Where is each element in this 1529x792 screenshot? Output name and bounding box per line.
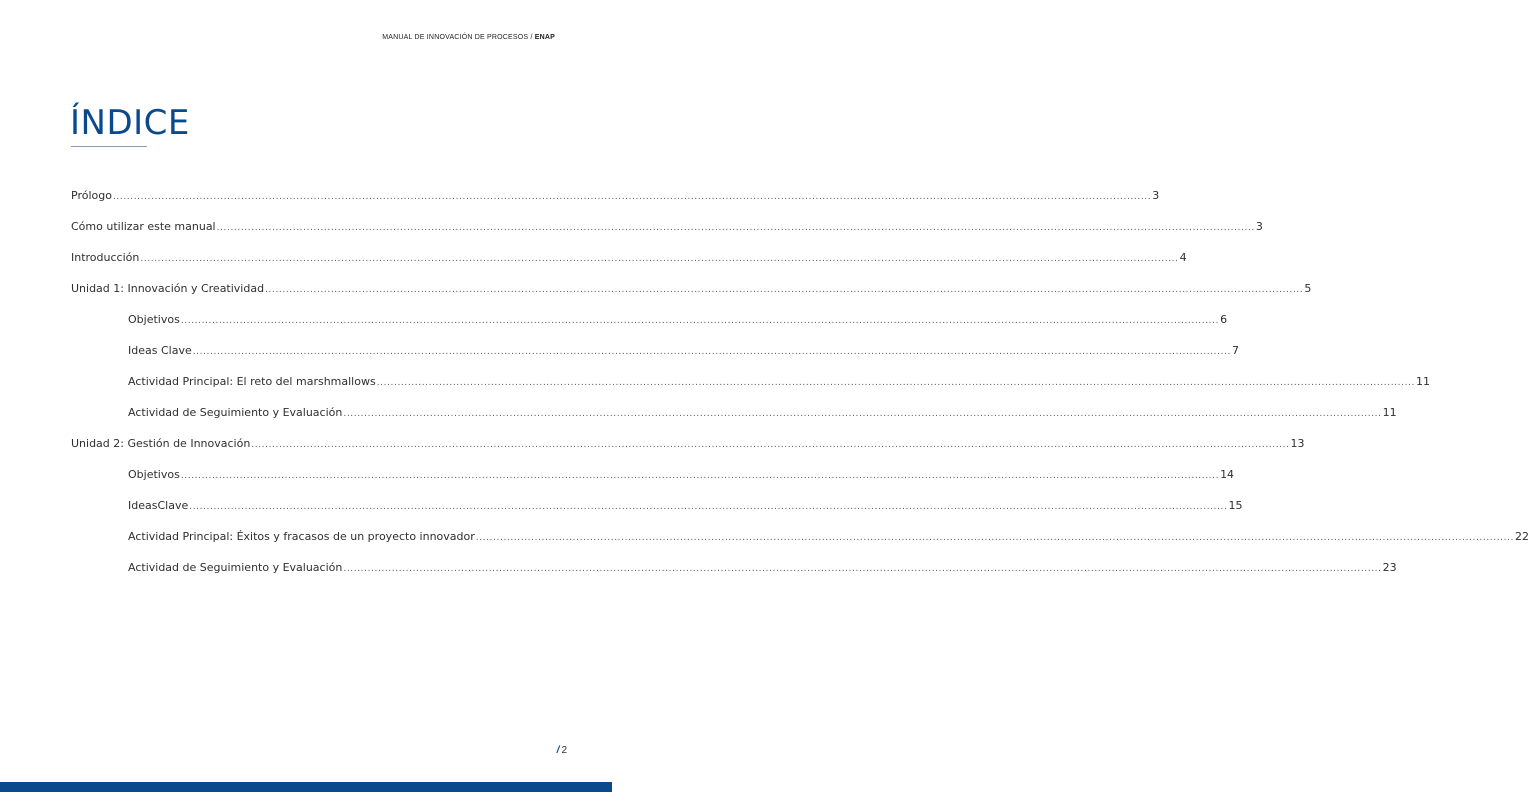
- toc-dot-leader: ............................................................................................................................................................................................................................................................................................................: [376, 378, 1415, 388]
- toc-entry-page: 15: [1228, 499, 1243, 512]
- toc-entry[interactable]: [71, 343, 1239, 374]
- organization-name: ENAP: [534, 34, 555, 41]
- toc-entry-page: 11: [1382, 406, 1397, 419]
- toc-entry-page: 3: [1152, 189, 1160, 202]
- toc-entry-label: Prólogo: [71, 189, 112, 202]
- toc-entry-page: 3: [1255, 220, 1263, 233]
- header-separator: /: [528, 34, 535, 41]
- toc-dot-leader: ............................................................................................................................................................................................................................................................................................................: [251, 440, 1290, 450]
- toc-entry-label: Unidad 2: Gestión de Innovación: [71, 437, 251, 450]
- toc-entry-label: IdeasClave: [128, 499, 189, 512]
- toc-entry-label: Introducción: [71, 251, 140, 264]
- toc-dot-leader: ............................................................................................................................................................................................................................................................................................................: [343, 564, 1382, 574]
- toc-entry-label: Actividad Principal: Éxitos y fracasos de un proyecto innovador: [128, 530, 475, 543]
- toc-entry-label: Cómo utilizar este manual: [71, 220, 216, 233]
- toc-dot-leader: ............................................................................................................................................................................................................................................................................................................: [140, 254, 1179, 264]
- toc-entry[interactable]: [71, 498, 1243, 529]
- footer-bar: [0, 782, 612, 792]
- toc-entry[interactable]: [71, 219, 1263, 250]
- toc-entry-label: Objetivos: [128, 313, 180, 326]
- toc-entry[interactable]: [71, 529, 1529, 560]
- toc-entry[interactable]: [71, 188, 1160, 219]
- toc-entry[interactable]: [71, 405, 1397, 436]
- toc-entry[interactable]: [71, 467, 1235, 498]
- toc-entry-page: 22: [1515, 530, 1529, 543]
- toc-entry-page: 14: [1220, 468, 1235, 481]
- page-number: [557, 745, 567, 756]
- toc-dot-leader: ............................................................................................................................................................................................................................................................................................................: [189, 502, 1228, 512]
- toc-dot-leader: ............................................................................................................................................................................................................................................................................................................: [216, 223, 1255, 233]
- toc-entry[interactable]: [71, 436, 1305, 467]
- toc-dot-leader: ............................................................................................................................................................................................................................................................................................................: [265, 285, 1304, 295]
- toc-dot-leader: ............................................................................................................................................................................................................................................................................................................: [180, 471, 1220, 481]
- toc-entry-label: Actividad de Seguimiento y Evaluación: [128, 406, 343, 419]
- running-header: [382, 34, 555, 41]
- table-of-contents: [71, 188, 1529, 591]
- toc-dot-leader: ............................................................................................................................................................................................................................................................................................................: [192, 347, 1231, 357]
- toc-entry-label: Ideas Clave: [128, 344, 192, 357]
- page-number-value: 2: [561, 745, 567, 756]
- toc-entry[interactable]: [71, 374, 1430, 405]
- toc-entry-page: 6: [1220, 313, 1228, 326]
- toc-entry-page: 23: [1382, 561, 1397, 574]
- title-underline: [71, 146, 147, 147]
- toc-entry-label: Actividad Principal: El reto del marshmallows: [128, 375, 376, 388]
- toc-entry-page: 7: [1231, 344, 1239, 357]
- toc-entry-page: 4: [1179, 251, 1187, 264]
- toc-entry[interactable]: [71, 312, 1228, 343]
- toc-dot-leader: ............................................................................................................................................................................................................................................................................................................: [343, 409, 1382, 419]
- toc-entry-label: Unidad 1: Innovación y Creatividad: [71, 282, 265, 295]
- toc-dot-leader: ............................................................................................................................................................................................................................................................................................................: [475, 533, 1515, 543]
- toc-entry-page: 5: [1304, 282, 1312, 295]
- manual-title: MANUAL DE INNOVACIÓN DE PROCESOS: [382, 34, 529, 41]
- toc-entry-label: Objetivos: [128, 468, 180, 481]
- page-slash-mark: /: [556, 745, 560, 756]
- toc-entry-page: 13: [1290, 437, 1305, 450]
- page-title: ÍNDICE: [70, 103, 190, 143]
- toc-dot-leader: ............................................................................................................................................................................................................................................................................................................: [180, 316, 1220, 326]
- toc-entry-page: 11: [1415, 375, 1430, 388]
- toc-dot-leader: ............................................................................................................................................................................................................................................................................................................: [112, 192, 1152, 202]
- toc-entry[interactable]: [71, 250, 1187, 281]
- toc-entry[interactable]: [71, 560, 1397, 591]
- toc-entry[interactable]: [71, 281, 1312, 312]
- toc-entry-label: Actividad de Seguimiento y Evaluación: [128, 561, 343, 574]
